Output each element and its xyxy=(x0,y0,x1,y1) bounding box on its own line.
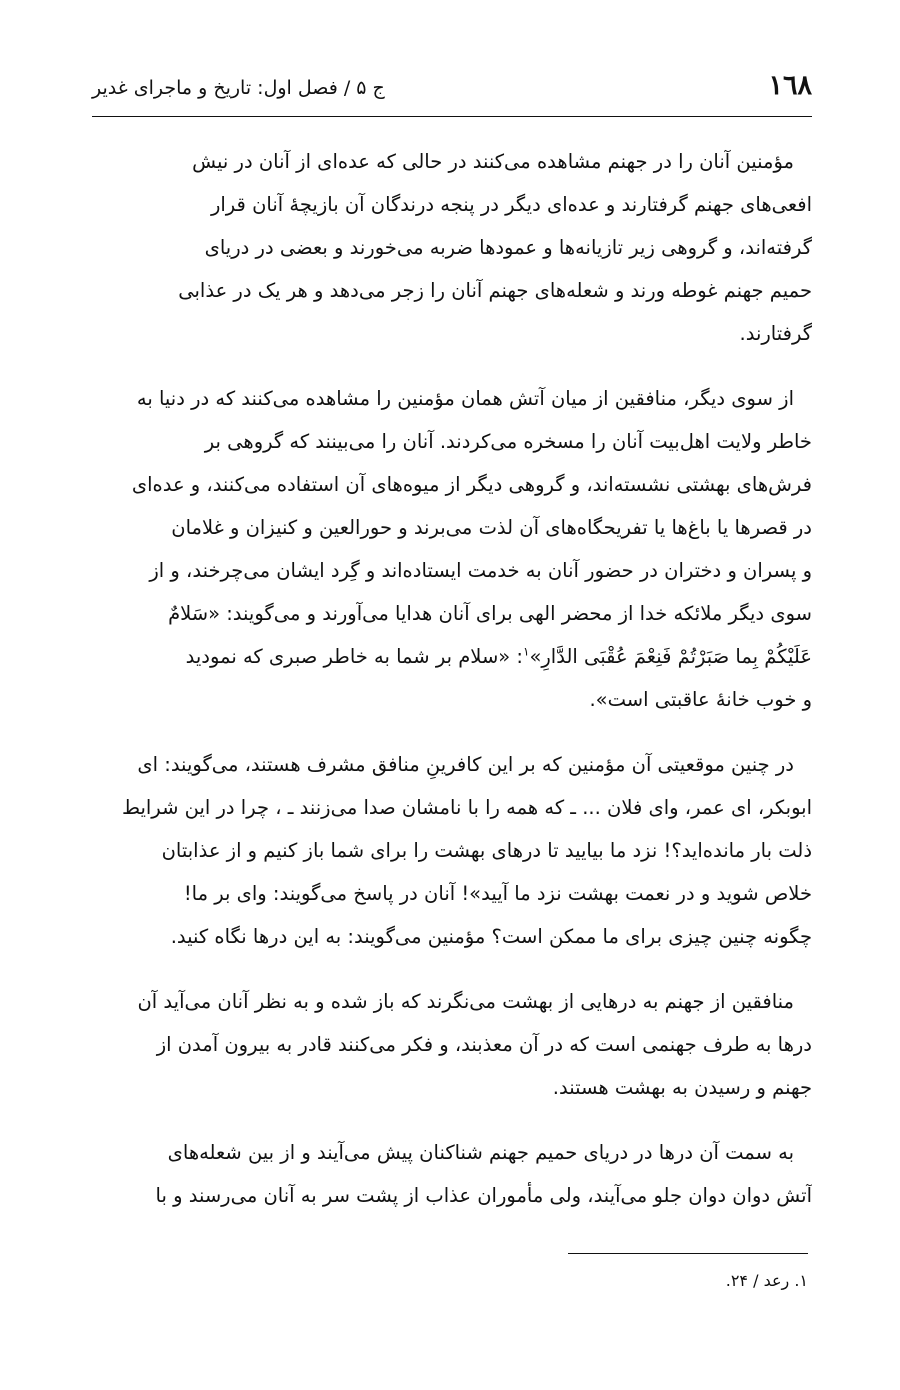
page-number: ١٦٨ xyxy=(768,70,812,101)
quran-verse-line xyxy=(92,635,812,678)
text-line: حمیم جهنم غوطه ورند و شعله‌های جهنم آنان را زجر می‌دهد و هر یک در عذابی xyxy=(178,279,812,302)
verse-translation: : «سلام بر شما به خاطر صبری که نمودید xyxy=(185,645,523,668)
paragraph-2 xyxy=(92,377,812,721)
text-line: چگونه چنین چیزی برای ما ممکن است؟ مؤمنین می‌گویند: به این درها نگاه کنید. xyxy=(170,925,812,948)
text-line: سوی دیگر ملائکه خدا از محضر الهی برای آنان هدایا می‌آورند و می‌گویند: «سَلامٌ xyxy=(168,602,812,625)
footnote-rule xyxy=(568,1253,808,1254)
text-line: درها به طرف جهنمی است که در آن معذبند، و فکر می‌کنند قادر به بیرون آمدن از xyxy=(156,1033,812,1056)
text-line: در چنین موقعیتی آن مؤمنین که بر این کافرینِ منافق مشرف هستند، می‌گویند: ای xyxy=(137,753,794,776)
text-line: ابوبکر، ای عمر، وای فلان ... ـ که همه را با نامشان صدا می‌زنند ـ ، چرا در این شرایط xyxy=(121,796,812,819)
text-line: جهنم و رسیدن به بهشت هستند. xyxy=(552,1076,812,1099)
quran-verse: عَلَیْکُمْ بِما صَبَرْتُمْ فَنِعْمَ عُقْبَی الدَّارِ» xyxy=(529,645,812,668)
text-line: و پسران و دختران در حضور آنان به خدمت ایستاده‌اند و گِرد ایشان می‌چرخند، و از xyxy=(149,559,812,582)
text-line: مؤمنین آنان را در جهنم مشاهده می‌کنند در حالی که عده‌ای از آنان در نیش xyxy=(192,150,794,173)
text-line: از سوی دیگر، منافقین از میان آتش همان مؤمنین را مشاهده می‌کنند که در دنیا به xyxy=(136,387,794,410)
text-line: خاطر ولایت اهل‌بیت آنان را مسخره می‌کردند. آنان را می‌بینند که گروهی بر xyxy=(204,430,812,453)
text-line: ذلت بار مانده‌اید؟! نزد ما بیایید تا درهای بهشت را برای شما باز کنیم و از عذابتان xyxy=(161,839,812,862)
paragraph-4 xyxy=(92,980,812,1109)
paragraph-1 xyxy=(92,140,812,355)
page-header xyxy=(92,66,812,114)
text-line: گرفتارند. xyxy=(739,322,812,345)
header-rule xyxy=(92,116,812,117)
footnote: ۱. رعد / ۲۴. xyxy=(725,1271,808,1290)
footnote-ref[interactable]: ۱ xyxy=(522,644,530,659)
text-line: آتش دوان دوان جلو می‌آیند، ولی مأموران عذاب از پشت سر به آنان می‌رسند و با xyxy=(155,1184,812,1207)
text-line: و خوب خانۀ عاقبتی است». xyxy=(589,688,812,711)
text-line: به سمت آن درها در دریای حمیم جهنم شناکنان پیش می‌آیند و از بین شعله‌های xyxy=(167,1141,794,1164)
text-line: افعی‌های جهنم گرفتارند و عده‌ای دیگر در پنجه درندگان آن بازیچۀ آنان قرار xyxy=(210,193,812,216)
text-line: فرش‌های بهشتی نشسته‌اند، و گروهی دیگر از میوه‌های آن استفاده می‌کنند، و عده‌ای xyxy=(131,473,812,496)
paragraph-5 xyxy=(92,1131,812,1217)
running-title: ج ۵ / فصل اول: تاریخ و ماجرای غدیر xyxy=(92,77,385,99)
paragraph-3 xyxy=(92,743,812,958)
body-text xyxy=(92,140,812,1239)
text-line: گرفته‌اند، و گروهی زیر تازیانه‌ها و عمودها ضربه می‌خورند و بعضی در دریای xyxy=(204,236,812,259)
text-line: خلاص شوید و در نعمت بهشت نزد ما آیید»! آنان در پاسخ می‌گویند: وای بر ما! xyxy=(183,882,812,905)
text-line: منافقین از جهنم به درهایی از بهشت می‌نگرند که باز شده و به نظر آنان می‌آید آن xyxy=(137,990,794,1013)
text-line: در قصرها یا باغ‌ها یا تفریحگاه‌های آن لذت می‌برند و حورالعین و کنیزان و غلامان xyxy=(171,516,812,539)
